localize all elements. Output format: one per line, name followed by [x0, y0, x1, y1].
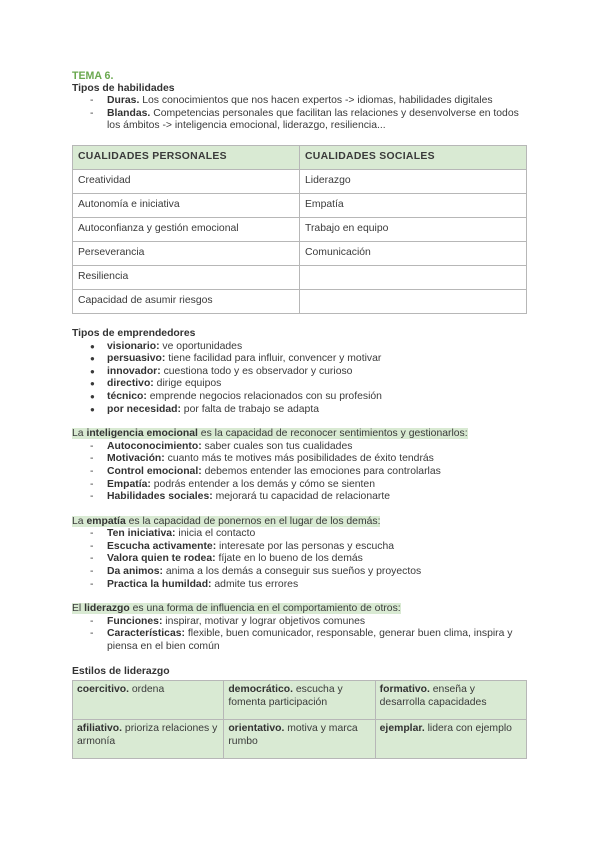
list-item: - Valora quien te rodea: fíjate en lo bueno de los demás [90, 553, 527, 566]
list-item: ● persuasivo: tiene facilidad para influir, convencer y motivar [90, 353, 527, 366]
empatia-intro: La empatía es la capacidad de ponernos en el lugar de los demás: [72, 515, 381, 527]
table-row [73, 265, 527, 289]
table-cell [300, 289, 527, 313]
table-row [73, 193, 527, 217]
table-cell: Capacidad de asumir riesgos [73, 289, 300, 313]
list-item: - Funciones: inspirar, motivar y lograr objetivos comunes [90, 616, 527, 629]
list-item: - Escucha activamente: interesate por las personas y escucha [90, 541, 527, 554]
list-item: ● innovador: cuestiona todo y es observador y curioso [90, 366, 527, 379]
list-item: - Blandas. Competencias personales que facilitan las relaciones y desenvolverse en todos los ámbitos -> inteligencia emocional, liderazgo, resiliencia... [90, 108, 527, 133]
emprendedores-heading: Tipos de emprendedores [72, 327, 196, 339]
list-item: - Habilidades sociales: mejorará tu capacidad de relacionarte [90, 491, 527, 504]
table-cell: Trabajo en equipo [300, 217, 527, 241]
list-item: - Motivación: cuanto más te motives más posibilidades de éxito tendrás [90, 453, 527, 466]
table-cell: afiliativo. prioriza relaciones y armonía [73, 720, 224, 759]
table-cell [300, 265, 527, 289]
liderazgo-list [72, 616, 527, 654]
table-row [73, 169, 527, 193]
table-cell: coercitivo. ordena [73, 681, 224, 720]
table-cell: Autonomía e iniciativa [73, 193, 300, 217]
list-item: ● visionario: ve oportunidades [90, 341, 527, 354]
emprendedores-list [72, 341, 527, 417]
table-row [73, 241, 527, 265]
list-item: - Control emocional: debemos entender las emociones para controlarlas [90, 466, 527, 479]
list-item: - Da animos: anima a los demás a conseguir sus sueños y proyectos [90, 566, 527, 579]
table-cell: democrático. escucha y fomenta participación [224, 681, 375, 720]
list-item: ● directivo: dirige equipos [90, 378, 527, 391]
table-row [73, 681, 527, 720]
habilidades-heading: Tipos de habilidades [72, 82, 175, 94]
column-header: CUALIDADES PERSONALES [73, 145, 300, 169]
table-cell: Empatía [300, 193, 527, 217]
table-cell: Creatividad [73, 169, 300, 193]
table-row [73, 720, 527, 759]
inteligencia-intro: La inteligencia emocional es la capacidad de reconocer sentimientos y gestionarlos: [72, 428, 468, 440]
table-cell: ejemplar. lidera con ejemplo [375, 720, 526, 759]
table-row [73, 217, 527, 241]
estilos-heading: Estilos de liderazgo [72, 665, 170, 677]
table-cell: Autoconfianza y gestión emocional [73, 217, 300, 241]
table-cell: formativo. enseña y desarrolla capacidades [375, 681, 526, 720]
list-item: - Duras. Los conocimientos que nos hacen expertos -> idiomas, habilidades digitales [90, 95, 527, 108]
liderazgo-intro: El liderazgo es una forma de influencia en el comportamiento de otros: [72, 603, 401, 615]
inteligencia-list [72, 441, 527, 504]
table-cell: orientativo. motiva y marca rumbo [224, 720, 375, 759]
list-item: ● por necesidad: por falta de trabajo se adapta [90, 404, 527, 417]
list-item: ● técnico: emprende negocios relacionados con su profesión [90, 391, 527, 404]
document-content [72, 70, 527, 759]
page-title: TEMA 6. [72, 70, 114, 82]
column-header: CUALIDADES SOCIALES [300, 145, 527, 169]
list-item: - Empatía: podrás entender a los demás y cómo se sienten [90, 479, 527, 492]
habilidades-list [72, 95, 527, 133]
table-row [73, 289, 527, 313]
list-item: - Ten iniciativa: inicia el contacto [90, 528, 527, 541]
table-header-row [73, 145, 527, 169]
cualidades-table [72, 145, 527, 314]
table-cell: Perseverancia [73, 241, 300, 265]
list-item: - Características: flexible, buen comunicador, responsable, generar buen clima, inspira y piensa en el bien común [90, 628, 527, 653]
list-item: - Practica la humildad: admite tus errores [90, 579, 527, 592]
empatia-list [72, 528, 527, 591]
list-item: - Autoconocimiento: saber cuales son tus cualidades [90, 441, 527, 454]
estilos-table [72, 680, 527, 759]
table-cell: Resiliencia [73, 265, 300, 289]
table-cell: Comunicación [300, 241, 527, 265]
table-cell: Liderazgo [300, 169, 527, 193]
